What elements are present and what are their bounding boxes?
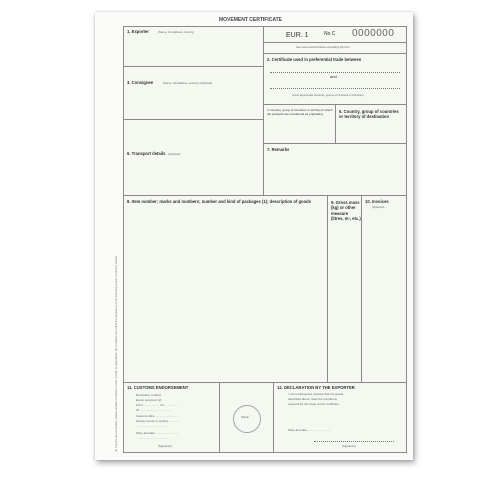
origin-country-label: 4. Country, group of countries or territory in which the products are considered as originating bbox=[267, 108, 333, 116]
customs-endorsement-box[interactable] bbox=[124, 383, 274, 452]
stamp-circle bbox=[233, 405, 261, 433]
customs-line-2: Export document (2) bbox=[136, 398, 162, 402]
origin-country-box[interactable] bbox=[264, 105, 336, 144]
invoices-hint: (Optional) bbox=[372, 205, 385, 209]
see-notes-text: See notes overleaf before completing this form. bbox=[296, 46, 351, 49]
destination-country-label: 5. Country, group of countries or territory of destination bbox=[339, 109, 399, 120]
gross-mass-label: 9. Gross mass (kg) or other measure (litres, m³, etc.) bbox=[331, 200, 361, 221]
preferential-trade-label: 2. Certificate used in preferential trade between bbox=[267, 57, 362, 62]
exporter-box[interactable] bbox=[124, 27, 264, 67]
customs-line-3: Form ..................... No. ............... bbox=[136, 403, 178, 407]
customs-line-1: Declaration certified bbox=[136, 393, 161, 397]
goods-description-label: 8. Item number; marks and numbers; number and kind of packages (1); description of goods bbox=[127, 199, 312, 204]
preferential-trade-box[interactable] bbox=[264, 53, 406, 105]
number-prefix: No C bbox=[324, 31, 336, 37]
invoices-label: 10. Invoices bbox=[365, 199, 389, 204]
country-line-2 bbox=[270, 88, 400, 89]
country-line-1 bbox=[270, 72, 400, 73]
declaration-signature-line bbox=[314, 441, 394, 442]
declaration-text-3: required for the issue of this certificate. bbox=[288, 402, 340, 406]
certificate-sheet bbox=[95, 12, 413, 460]
customs-endorsement-label: 11. CUSTOMS ENDORSEMENT bbox=[127, 385, 189, 390]
consignee-hint: (Name, full address, country) (Optional) bbox=[163, 81, 212, 85]
exporter-hint: (Name, full address, country) bbox=[158, 30, 194, 34]
customs-line-5: Customs office .............................. bbox=[136, 414, 179, 418]
customs-line-7: ........................................ bbox=[136, 424, 168, 428]
consignee-box[interactable] bbox=[124, 67, 264, 120]
side-note: (1) If goods are not packed, indicate number of articles or state "in bulk" as appropriate. (2) Complete only where the regulations of the exporting country or territory require. bbox=[115, 255, 118, 452]
remarks-box[interactable] bbox=[264, 144, 406, 196]
stamp-label: Stamp bbox=[241, 415, 250, 419]
eur-number-box bbox=[264, 27, 406, 43]
remarks-label: 7. Remarks bbox=[267, 147, 290, 152]
form-grid bbox=[123, 26, 407, 453]
eur-label: EUR. 1 bbox=[286, 32, 309, 39]
exporter-declaration-box[interactable] bbox=[274, 383, 406, 452]
consignee-label: 3. Consignee bbox=[127, 80, 154, 85]
goods-description-box[interactable] bbox=[124, 196, 328, 383]
customs-stamp-area bbox=[219, 383, 274, 452]
declaration-place-date: Place and date .............................. bbox=[288, 428, 331, 432]
declaration-signature-label: (Signature) bbox=[342, 444, 356, 448]
customs-line-8: Place and date .............................. bbox=[136, 431, 179, 435]
customs-line-6: Issuing country or territory ............... bbox=[136, 419, 181, 423]
declaration-text-2: described above meet the conditions bbox=[288, 397, 337, 401]
destination-country-box[interactable] bbox=[336, 105, 406, 144]
transport-details-label: 6. Transport details bbox=[127, 151, 166, 156]
and-text: and bbox=[330, 74, 337, 79]
customs-line-4: Of ........................................ bbox=[136, 408, 171, 412]
transport-details-box[interactable] bbox=[124, 120, 264, 196]
declaration-text-1: I, the undersigned, declare that the goods bbox=[288, 392, 344, 396]
invoices-box[interactable] bbox=[362, 196, 406, 383]
document-title: MOVEMENT CERTIFICATE bbox=[219, 17, 282, 23]
countries-hint: (Insert appropriate countries, groups of countries or territories) bbox=[292, 94, 364, 97]
customs-line-9: ........................................ bbox=[136, 436, 168, 440]
declaration-label: 12. DECLARATION BY THE EXPORTER bbox=[277, 385, 355, 390]
customs-signature-label: (Signature) bbox=[158, 444, 172, 448]
gross-mass-box[interactable] bbox=[328, 196, 362, 383]
transport-details-hint: (Optional) bbox=[168, 152, 181, 156]
exporter-label: 1. Exporter bbox=[127, 29, 149, 34]
certificate-number: 0000000 bbox=[352, 28, 395, 39]
